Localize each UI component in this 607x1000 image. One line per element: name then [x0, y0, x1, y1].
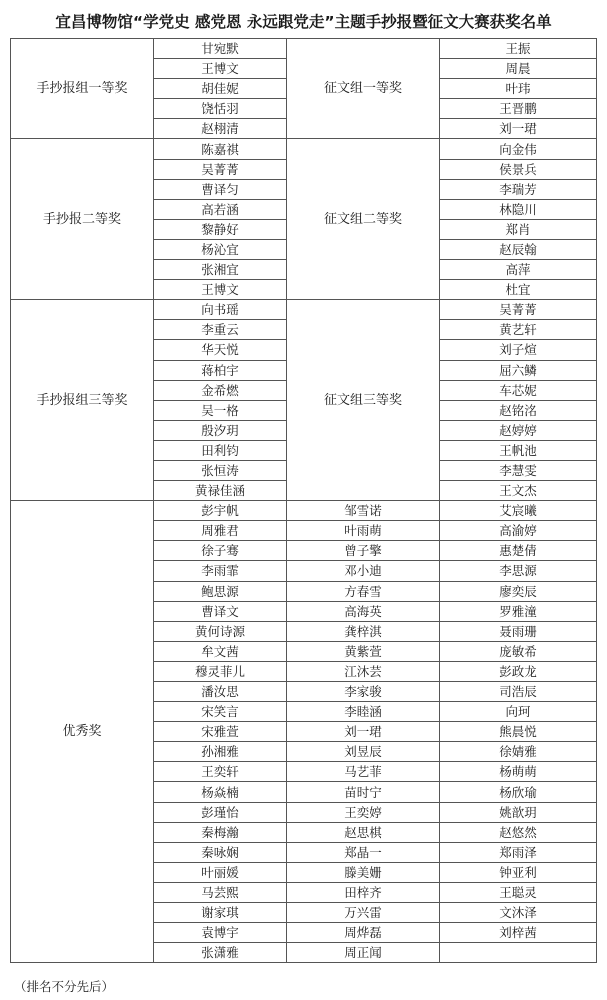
winner-name: 黄何诗源	[154, 621, 287, 641]
winner-name: 邹雪诺	[287, 501, 440, 521]
winner-name: 王奕轩	[154, 762, 287, 782]
winner-name: 刘子煊	[440, 340, 597, 360]
winner-name: 龚梓淇	[287, 621, 440, 641]
winner-name: 王博文	[154, 280, 287, 300]
winner-name: 曹译文	[154, 601, 287, 621]
winner-name: 甘宛默	[154, 39, 287, 59]
winner-name: 叶丽媛	[154, 862, 287, 882]
winner-name: 李家骏	[287, 682, 440, 702]
winner-name: 鲍思源	[154, 581, 287, 601]
award-category: 手抄报组一等奖	[11, 39, 154, 139]
winner-name: 黄艺轩	[440, 320, 597, 340]
winner-name: 郑雨泽	[440, 842, 597, 862]
winner-name: 袁博宇	[154, 923, 287, 943]
award-category: 征文组三等奖	[287, 300, 440, 501]
winner-name: 屈六鳞	[440, 360, 597, 380]
winner-name: 赵婷婷	[440, 420, 597, 440]
ranking-note: （排名不分先后）	[14, 979, 115, 994]
winner-name: 江沐芸	[287, 661, 440, 681]
winner-name: 谢家琪	[154, 903, 287, 923]
winner-name: 赵悠然	[440, 822, 597, 842]
winner-name: 杨萌萌	[440, 762, 597, 782]
award-category: 手抄报组三等奖	[11, 300, 154, 501]
winner-name: 潘汝思	[154, 682, 287, 702]
winner-name: 王文杰	[440, 481, 597, 501]
winner-name: 叶雨萌	[287, 521, 440, 541]
winner-name: 姚歆玥	[440, 802, 597, 822]
winner-name: 华天悦	[154, 340, 287, 360]
winner-name: 艾宸曦	[440, 501, 597, 521]
winner-name: 苗时宁	[287, 782, 440, 802]
winner-name: 徐婧雅	[440, 742, 597, 762]
winner-name: 杜宜	[440, 280, 597, 300]
winner-name: 宋雅萱	[154, 722, 287, 742]
winner-name: 李慧雯	[440, 460, 597, 480]
winner-name: 黄禄佳涵	[154, 481, 287, 501]
award-category: 优秀奖	[11, 501, 154, 963]
winner-name: 金希燃	[154, 380, 287, 400]
winner-name: 吴菁菁	[440, 300, 597, 320]
award-table-body	[11, 39, 597, 963]
winner-name: 李雨霏	[154, 561, 287, 581]
winner-name: 高海英	[287, 601, 440, 621]
winner-name: 司浩辰	[440, 682, 597, 702]
winner-name: 王奕婷	[287, 802, 440, 822]
winner-name: 秦梅瀚	[154, 822, 287, 842]
winner-name: 王帆池	[440, 440, 597, 460]
winner-name: 刘一珺	[440, 119, 597, 139]
winner-name: 滕美姗	[287, 862, 440, 882]
winner-name: 赵铭洺	[440, 400, 597, 420]
winner-name: 王振	[440, 39, 597, 59]
winner-name: 侯景兵	[440, 159, 597, 179]
winner-name: 车芯妮	[440, 380, 597, 400]
winner-name: 穆灵菲儿	[154, 661, 287, 681]
winner-name: 惠楚倩	[440, 541, 597, 561]
winner-name: 杨焱楠	[154, 782, 287, 802]
winner-name: 孙湘雅	[154, 742, 287, 762]
winner-name: 廖奕辰	[440, 581, 597, 601]
winner-name: 邓小迪	[287, 561, 440, 581]
winner-name: 林隐川	[440, 199, 597, 219]
winner-name: 向金伟	[440, 139, 597, 159]
winner-name: 吴一格	[154, 400, 287, 420]
winner-name: 曾子擎	[287, 541, 440, 561]
winner-name: 黄紫萱	[287, 641, 440, 661]
winner-name: 杨沁宜	[154, 239, 287, 259]
winner-name: 张潇雅	[154, 943, 287, 963]
winner-name: 王聪灵	[440, 882, 597, 902]
winner-name: 马芸熙	[154, 882, 287, 902]
winner-name: 聂雨珊	[440, 621, 597, 641]
winner-name: 张恒涛	[154, 460, 287, 480]
winner-name: 牟文茜	[154, 641, 287, 661]
winner-name: 刘昱辰	[287, 742, 440, 762]
winner-name: 高萍	[440, 260, 597, 280]
award-category: 征文组二等奖	[287, 139, 440, 300]
winner-name: 饶恬羽	[154, 99, 287, 119]
winner-name: 周晨	[440, 59, 597, 79]
winner-name: 周烨磊	[287, 923, 440, 943]
winner-name: 吴菁菁	[154, 159, 287, 179]
winner-name: 曹译匀	[154, 179, 287, 199]
winner-name: 文沐泽	[440, 903, 597, 923]
winner-name: 万兴雷	[287, 903, 440, 923]
award-category: 征文组一等奖	[287, 39, 440, 139]
winner-name: 黎静好	[154, 219, 287, 239]
winner-name: 高渝婷	[440, 521, 597, 541]
winner-name	[440, 943, 597, 963]
winner-name: 田利钧	[154, 440, 287, 460]
page-title: 宜昌博物馆“学党史 感党恩 永远跟党走”主题手抄报暨征文大赛获奖名单	[55, 13, 552, 31]
winner-name: 叶玮	[440, 79, 597, 99]
winner-name: 李瑞芳	[440, 179, 597, 199]
winner-name: 赵栩清	[154, 119, 287, 139]
winner-name: 王晋鹏	[440, 99, 597, 119]
winner-name: 罗雅潼	[440, 601, 597, 621]
winner-name: 高若涵	[154, 199, 287, 219]
winner-name: 陈嘉祺	[154, 139, 287, 159]
award-category: 手抄报二等奖	[11, 139, 154, 300]
winner-name: 蒋柏宇	[154, 360, 287, 380]
winner-name: 郑肖	[440, 219, 597, 239]
award-table	[10, 38, 597, 963]
winner-name: 赵思棋	[287, 822, 440, 842]
table-row	[11, 300, 597, 320]
winner-name: 刘一珺	[287, 722, 440, 742]
winner-name: 宋笑言	[154, 702, 287, 722]
winner-name: 张湘宜	[154, 260, 287, 280]
winner-name: 殷汐玥	[154, 420, 287, 440]
winner-name: 李睦涵	[287, 702, 440, 722]
winner-name: 王博文	[154, 59, 287, 79]
winner-name: 赵辰翰	[440, 239, 597, 259]
winner-name: 刘梓茜	[440, 923, 597, 943]
winner-name: 田梓齐	[287, 882, 440, 902]
winner-name: 周雅君	[154, 521, 287, 541]
table-row	[11, 501, 597, 521]
winner-name: 杨欣瑜	[440, 782, 597, 802]
winner-name: 熊晨悦	[440, 722, 597, 742]
winner-name: 周正闻	[287, 943, 440, 963]
winner-name: 秦咏娴	[154, 842, 287, 862]
table-row	[11, 39, 597, 59]
winner-name: 郑晶一	[287, 842, 440, 862]
winner-name: 李思源	[440, 561, 597, 581]
winner-name: 李重云	[154, 320, 287, 340]
table-row	[11, 139, 597, 159]
winner-name: 向珂	[440, 702, 597, 722]
winner-name: 庞敏希	[440, 641, 597, 661]
winner-name: 徐子骞	[154, 541, 287, 561]
winner-name: 钟亚利	[440, 862, 597, 882]
winner-name: 马艺菲	[287, 762, 440, 782]
winner-name: 彭瑾怡	[154, 802, 287, 822]
winner-name: 向书瑶	[154, 300, 287, 320]
winner-name: 胡佳妮	[154, 79, 287, 99]
winner-name: 彭政龙	[440, 661, 597, 681]
winner-name: 方春雪	[287, 581, 440, 601]
winner-name: 彭宇帆	[154, 501, 287, 521]
